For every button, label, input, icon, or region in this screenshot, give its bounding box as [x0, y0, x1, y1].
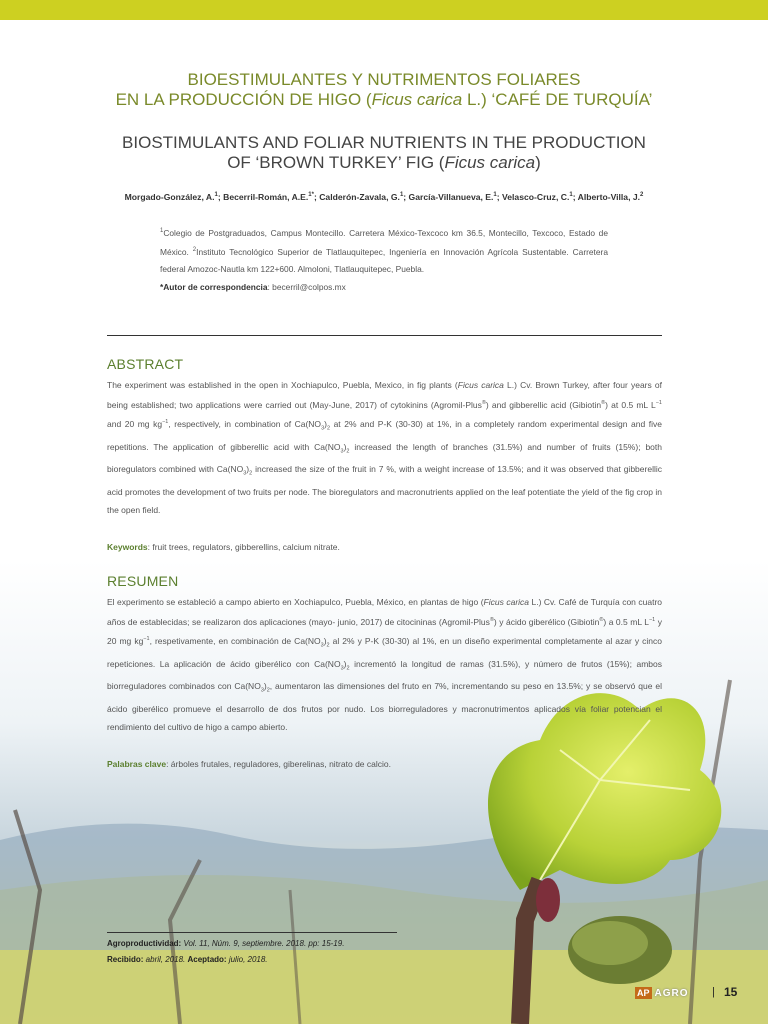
- author: Alberto-Villa, J.$^2$: [577, 192, 644, 202]
- logo-wordmark: AGRO: [654, 987, 689, 999]
- title-en-line2: [0, 153, 768, 173]
- author: García-Villanueva, E.$^1$;: [408, 192, 502, 202]
- page-number: 15: [724, 985, 738, 999]
- top-accent-bar: [0, 0, 768, 20]
- affiliation-1: Colegio de Postgraduados, Campus Montecillo. Carretera México-Texcoco km 36.5, Montecillo, Texcoco, Estado de México.: [160, 227, 608, 257]
- title-es-species: Ficus carica: [371, 90, 463, 109]
- title-spanish: [0, 70, 768, 110]
- logo-mark: AP: [637, 988, 650, 998]
- dates-line: Recibido: abril, 2018. Aceptado: julio, 2018.: [107, 955, 268, 964]
- affil-marker-2: 2: [192, 247, 197, 254]
- page-separator: |: [712, 986, 715, 998]
- affiliations: [160, 223, 608, 296]
- keywords-label: Keywords: [107, 542, 148, 552]
- abstract-heading: ABSTRACT: [107, 356, 184, 372]
- corresponding-email[interactable]: : becerril@colpos.mx: [267, 281, 346, 292]
- corresponding-label: *Autor de correspondencia: [160, 281, 268, 292]
- title-english: [0, 133, 768, 173]
- keywords-english: [107, 542, 662, 552]
- resumen-body: El experimento se estableció a campo abierto en Xochiapulco, Puebla, México, en plantas de higo (Ficus carica L.) Cv. Café de Turquía con cuatro años de establecidas; se realizaron dos aplicaciones (mayo- junio, 2017) de citocininas (Agromil-Plus®) y ácido giberélico (Gibiotin®) a 0.5 mL $L^{-1}$ y 20 mg $kg^{-1}$, respetivamente, en combinación de $Ca(NO_3)_2$ al 2% y P-K (30-30) al 1%, en un diseño experimental completamente al azar y cinco repeticiones. La aplicación de ácido giberélico con $Ca(NO_3)_2$ incrementó la longitud de ramas (31.5%), y número de frutos (15%); ambos biorreguladores combinados con $Ca(NO_3)_2$, aumentaron las dimensiones del fruto en 7%, incrementando su peso en 13.5%; y se observó que el ácido giberélico promueve el desarrollo de dos frutos por nudo. Los biorreguladores y macronutrimentos aplicados vía foliar potencian el rendimiento del cultivo de higo a campo abierto.: [107, 597, 663, 732]
- title-en-line2-pre: OF ‘BROWN TURKEY’ FIG (: [227, 153, 445, 172]
- journal-citation: Agroproductividad: Vol. 11, Núm. 9, septiembre. 2018. pp: 15-19.: [107, 939, 345, 948]
- author: Becerril-Román, A.E.$^{1*}$;: [223, 192, 320, 202]
- title-es-line2-pre: EN LA PRODUCCIÓN DE HIGO (: [115, 90, 372, 109]
- footer-divider: [107, 932, 397, 933]
- palabras-clave-label: Palabras clave: [107, 759, 167, 769]
- section-divider: [107, 335, 662, 336]
- agro-logo: [635, 986, 689, 1000]
- title-en-species: Ficus carica: [444, 153, 536, 172]
- title-en-line1: BIOSTIMULANTS AND FOLIAR NUTRIENTS IN THE PRODUCTION: [122, 133, 646, 152]
- affiliation-2: Instituto Tecnológico Superior de Tlatlauquitepec, Ingeniería en Innovación Agrícola Sustentable. Carretera federal Amozoc-Nautla km 122+600. Almoloni, Tlatlauquitepec, Puebla.: [160, 247, 608, 275]
- author-list: [0, 192, 768, 202]
- affil-marker-1: 1: [160, 228, 164, 234]
- palabras-clave-text: : árboles frutales, reguladores, giberelinas, nitrato de calcio.: [166, 759, 391, 769]
- author: Velasco-Cruz, C.$^1$;: [502, 192, 578, 202]
- keywords-spanish: [107, 759, 662, 769]
- resumen-heading: RESUMEN: [107, 573, 179, 589]
- author: Calderón-Zavala, G.$^1$;: [319, 192, 409, 202]
- title-es-line2-post: L.) ‘CAFÉ DE TURQUÍA’: [462, 90, 653, 109]
- title-en-line2-post: ): [535, 153, 541, 172]
- title-es-line2: [0, 90, 768, 110]
- abstract-body: The experiment was established in the open in Xochiapulco, Puebla, Mexico, in fig plants (Ficus carica L.) Cv. Brown Turkey, after four years of being established; two applications were carried out (May-June, 2017) of cytokinins (Agromil-Plus®) and gibberellic acid (Gibiotin®) at 0.5 mL $L^{-1}$ and 20 mg $kg^{-1}$, respectively, in combination of $Ca(NO_3)_2$ at 2% and P-K (30-30) at 1%, in a completely random experimental design and five repetitions. The application of gibberellic acid with $Ca(NO_3)_2$ increased the length of branches (31.5%) and number of fruits (15%); both bioregulators combined with $Ca(NO_3)_2$ increased the size of the fruit in 7 %, with a weight increase of 13.5%; and it was observed that gibberellic acid promotes the development of two fruits per node. The bioregulators and macronutrients applied on the leaf potentiate the yield of the fig crop in the open field.: [107, 380, 663, 515]
- keywords-text: : fruit trees, regulators, gibberellins, calcium nitrate.: [147, 542, 340, 552]
- title-es-line1: BIOESTIMULANTES Y NUTRIMENTOS FOLIARES: [187, 70, 581, 89]
- author: Morgado-González, A.$^1$;: [124, 192, 224, 202]
